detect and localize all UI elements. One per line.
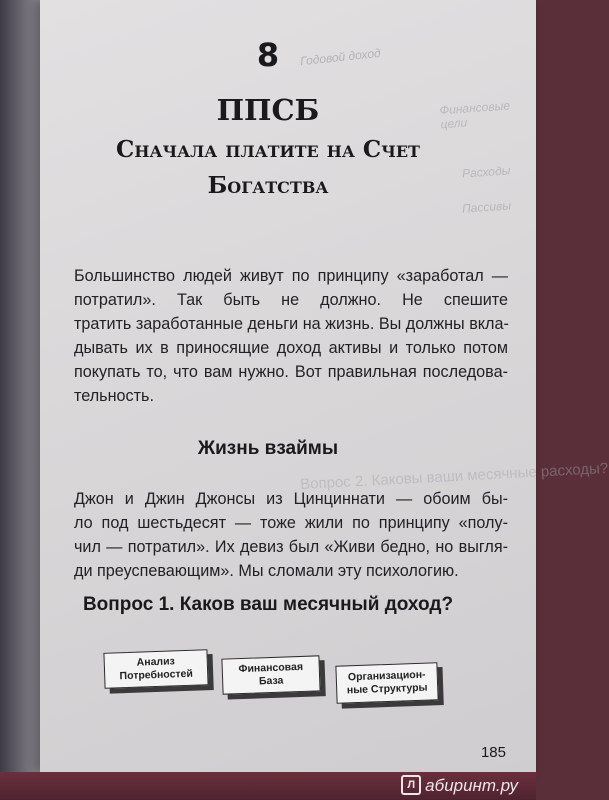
- paragraph-line: ло под шестьдесят — тоже жили по принципу «полу-: [74, 514, 508, 532]
- chapter-code: ППСБ: [216, 93, 320, 127]
- diagram-box-financial-base: [221, 655, 320, 694]
- page-number: 185: [480, 744, 506, 761]
- bleed-through-text: Годовой доход: [299, 45, 382, 69]
- paragraph-line: Большинство людей живут по принципу «заработал — потратил». Так быть не должно. Не спешите: [74, 267, 508, 309]
- diagram-box-needs-analysis: [103, 649, 208, 689]
- watermark-text: абиринт.ру: [425, 776, 518, 795]
- bleed-through-text: Вопрос 2. Каковы ваши месячные расходы?: [299, 459, 609, 494]
- bleed-through-text: Пассивы: [461, 198, 512, 216]
- bleed-through-text: Финансовые цели: [439, 98, 511, 132]
- story-paragraph: [74, 487, 508, 583]
- chapter-title-line: Богатства: [207, 172, 329, 199]
- box-label: Анализ: [136, 655, 176, 669]
- section-heading: Жизнь взаймы: [197, 438, 339, 459]
- box-label: ные Структуры: [346, 681, 428, 697]
- paragraph-line: покупать то, что вам нужно. Вот правильная последова-: [74, 363, 508, 381]
- chapter-title-line: Сначала платите на Счет: [116, 136, 420, 163]
- paragraph-line: дывать их в приносящие доход активы и только потом: [74, 339, 508, 357]
- box-label: Финансовая: [238, 660, 304, 676]
- intro-paragraph: [74, 264, 508, 408]
- box-label: База: [258, 674, 284, 688]
- question-heading: Вопрос 1. Каков ваш месячный доход?: [82, 594, 454, 615]
- paragraph-line: Джон и Джин Джонсы из Цинциннати — обоим бы-: [74, 490, 508, 508]
- paragraph-line: чил — потратил». Их девиз был «Живи бедно, но выгля-: [74, 538, 508, 556]
- labirint-logo-icon: Л: [401, 775, 421, 795]
- paragraph-line: ди преуспевающим». Мы сломали эту психологию.: [74, 562, 459, 580]
- paragraph-line: тратить заработанные деньги на жизнь. Вы должны вкла-: [74, 315, 509, 333]
- box-label: Потребностей: [119, 667, 194, 683]
- watermark: [401, 772, 518, 800]
- diagram-box-org-structures: [335, 662, 438, 704]
- box-label: Организацион-: [347, 668, 426, 684]
- paragraph-line: тельность.: [74, 387, 154, 405]
- bleed-through-text: Расходы: [461, 163, 511, 181]
- chapter-title: [0, 132, 536, 204]
- chapter-number: 8: [256, 36, 280, 74]
